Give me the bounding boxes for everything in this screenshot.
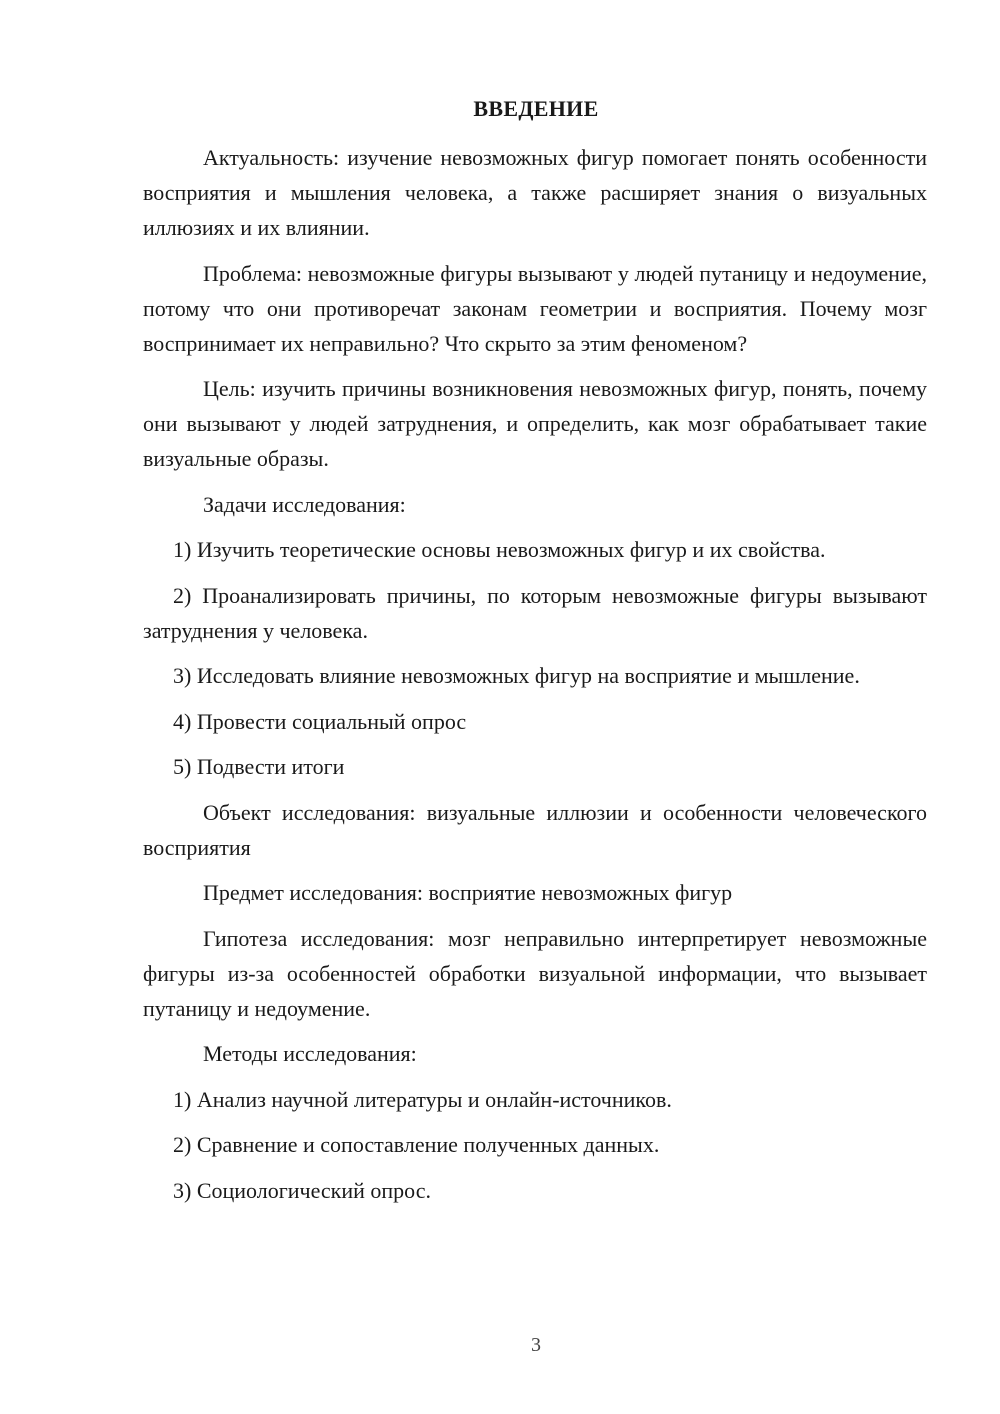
task-item-2: 2) Проанализировать причины, по которым невозможные фигуры вызывают затруднения у человека. — [143, 582, 927, 643]
tasks-heading: Задачи исследования: — [203, 491, 406, 517]
task-item-3: 3) Исследовать влияние невозможных фигур на восприятие и мышление. — [173, 663, 860, 688]
hypothesis-paragraph: Гипотеза исследования: мозг неправильно интерпретирует невозможные фигуры из-за особенностей обработки визуальной информации, что вызывает путаницу и недоумение. — [143, 925, 927, 1021]
method-item-3: 3) Социологический опрос. — [173, 1177, 431, 1203]
methods-heading: Методы исследования: — [203, 1041, 417, 1066]
task-item-4: 4) Провести социальный опрос — [173, 708, 467, 734]
method-item-1: 1) Анализ научной литературы и онлайн-источников. — [173, 1086, 672, 1112]
page-number: 3 — [531, 1334, 541, 1356]
subject-paragraph: Предмет исследования: восприятие невозможных фигур — [203, 880, 733, 905]
introduction-body — [143, 140, 927, 1218]
page-title: ВВЕДЕНИЕ — [473, 96, 599, 121]
relevance-paragraph: Актуальность: изучение невозможных фигур помогает понять особенности восприятия и мышления человека, а также расширяет знания о визуальных иллюзиях и их влиянии. — [143, 145, 927, 240]
problem-paragraph: Проблема: невозможные фигуры вызывают у людей путаницу и недоумение, потому что они противоречат законам геометрии и восприятия. Почему мозг воспринимает их неправильно? Что скрыто за этим феноменом? — [143, 260, 927, 356]
object-paragraph: Объект исследования: визуальные иллюзии и особенности человеческого восприятия — [143, 799, 927, 860]
method-item-2: 2) Сравнение и сопоставление полученных данных. — [173, 1132, 660, 1157]
task-item-1: 1) Изучить теоретические основы невозможных фигур и их свойства. — [173, 537, 826, 562]
goal-paragraph: Цель: изучить причины возникновения невозможных фигур, понять, почему они вызывают у людей затруднения, и определить, как мозг обрабатывает такие визуальные образы. — [143, 376, 927, 471]
task-item-5: 5) Подвести итоги — [173, 754, 345, 779]
